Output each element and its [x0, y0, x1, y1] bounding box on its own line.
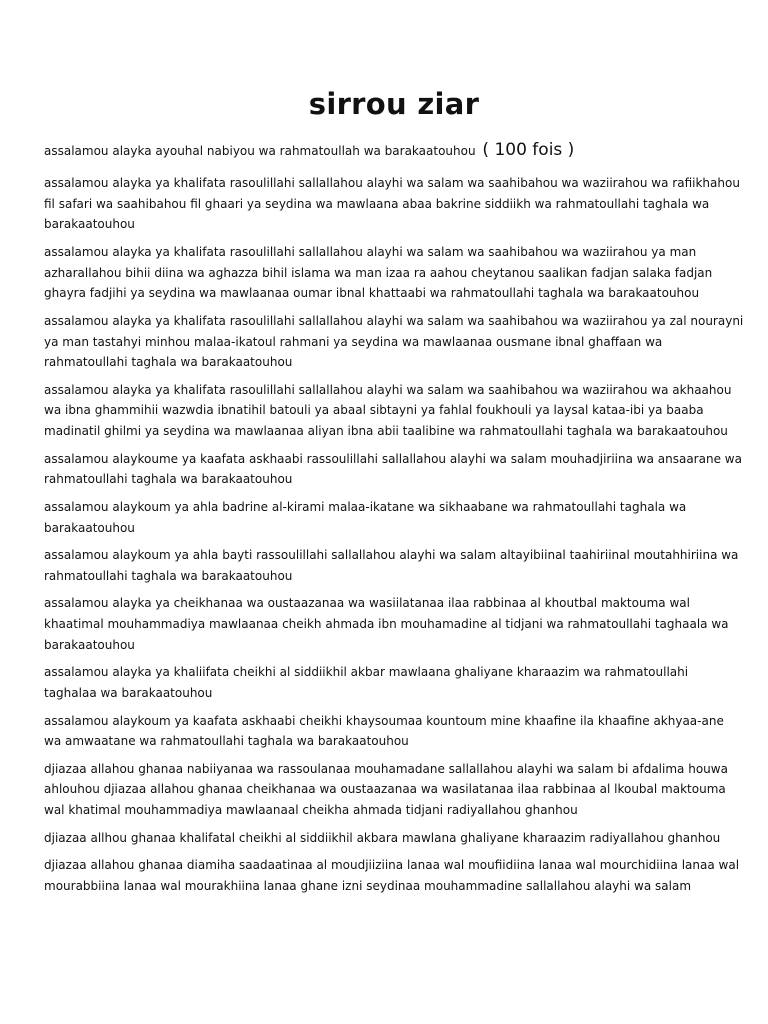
paragraph: assalamou alayka ya khalifata rasoulillahi sallallahou alayhi wa salam wa saahibahou wa waziirahou wa rafiikhahou fil safari wa saahibahou fil ghaari ya seydina wa mawlaana abaa bakrine siddiikh wa rahmatoullahi taghala wa barakaatouhou — [44, 176, 740, 232]
repeat-count: ( 100 fois ) — [482, 140, 575, 161]
paragraph: assalamou alayka ya cheikhanaa wa oustaazanaa wa wasiilatanaa ilaa rabbinaa al khoutbal maktouma wal khaatimal mouhammadiya mawlaanaa cheikh ahmada ibn mouhamadine al tidjani wa rahmatoullahi taghaala wa barakaatouhou — [44, 596, 729, 652]
paragraph: assalamou alaykoum ya kaafata askhaabi cheikhi khaysoumaa kountoum mine khaafine ila khaafine akhyaa-ane wa amwaatane wa rahmatoullahi taghala wa barakaatouhou — [44, 713, 724, 749]
paragraph: assalamou alayka ya khaliifata cheikhi al siddiikhil akbar mawlaana ghaliyane kharaazim wa rahmatoullahi taghalaa wa barakaatouhou — [44, 665, 689, 700]
paragraph: assalamou alayka ya khalifata rasoulillahi sallallahou alayhi wa salam wa saahibahou wa waziirahou wa akhaahou wa ibna ghammihii wazwdia ibnatihil batouli ya abaal sibtayni ya fahlal foukhouli ya laysal kataa-ibi ya baaba madinatil ghilmi ya seydina wa mawlaanaa aliyan ibna abii taalibine wa rahmatoullahi taghala wa barakaatouhou — [44, 382, 732, 439]
page-title: sirrou ziar — [308, 87, 480, 121]
paragraph: assalamou alaykoum ya ahla bayti rassoulillahi sallallahou alayhi wa salam altayibiinal taahiriinal moutahhiriina wa rahmatoullahi taghala wa barakaatouhou — [44, 548, 739, 583]
paragraph: djiazaa allahou ghanaa nabiiyanaa wa rassoulanaa mouhamadane sallallahou alayhi wa salam bi afdalima houwa ahlouhou djiazaa allahou ghanaa cheikhanaa wa oustaazanaa wa wasilatanaa ilaa rabbinaa al lkoubal maktouma wal khatimal mouhammadiya mawlaanaal cheikha ahmada tidjani radiyallahou ghanhou — [44, 761, 728, 818]
intro-text: assalamou alayka ayouhal nabiyou wa rahmatoullah wa barakaatouhou — [44, 144, 476, 159]
paragraph: djiazaa allahou ghanaa diamiha saadaatinaa al moudjiiziina lanaa wal moufiidiina lanaa wal mourchidiina lanaa wal mourabbiina lanaa wal mourakhiina lanaa ghane izni seydinaa mouhammadine sallallahou alayhi wa salam — [44, 858, 740, 893]
document-page — [44, 88, 744, 904]
paragraph: assalamou alaykoum ya ahla badrine al-kirami malaa-ikatane wa sikhaabane wa rahmatoullahi taghala wa barakaatouhou — [44, 499, 687, 535]
intro-line — [44, 139, 744, 163]
paragraph: assalamou alayka ya khalifata rasoulillahi sallallahou alayhi wa salam wa saahibahou wa waziirahou ya man azharallahou bihii diina wa aghazza bihil islama wa man izaa ra aahou cheytanou saalikan fadjan salaka fadjan ghayra fadjihi ya seydina wa mawlaanaa oumar ibnal khattaabi wa rahmatoullahi taghala wa barakaatouhou — [44, 245, 713, 301]
paragraph: djiazaa allhou ghanaa khalifatal cheikhi al siddiikhil akbara mawlana ghaliyane kharaazim radiyallahou ghanhou — [44, 830, 721, 845]
paragraph: assalamou alaykoume ya kaafata askhaabi rassoulillahi sallallahou alayhi wa salam mouhadjiriina wa ansaarane wa rahmatoullahi taghala wa barakaatouhou — [44, 451, 742, 487]
paragraph: assalamou alayka ya khalifata rasoulillahi sallallahou alayhi wa salam wa saahibahou wa waziirahou ya zal nourayni ya man tastahyi minhou malaa-ikatoul rahmani ya seydina wa mawlaanaa ousmane ibnal ghaffaan wa rahmatoullahi taghala wa barakaatouhou — [44, 313, 744, 370]
